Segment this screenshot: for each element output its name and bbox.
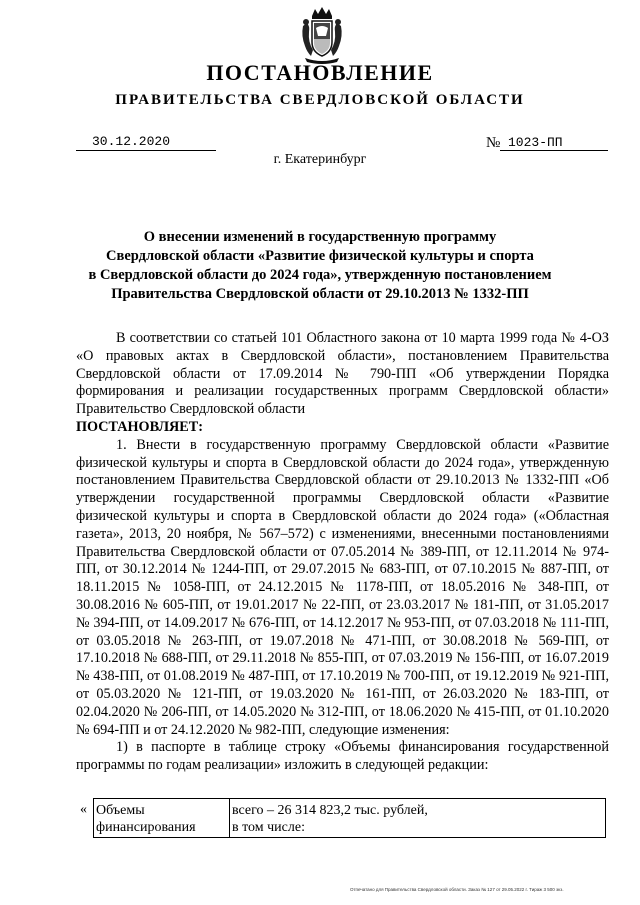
table-value-cell (229, 798, 606, 838)
item-1-paragraph: 1. Внести в государственную программу Свердловской области «Развитие физической культуры и спорта в Свердловской области до 2024 года», утвержденную постановлением Правительства Свердловской области от 29.10.2013 № 1332-ПП «Об утверждении государственной программы Свердловской области «Развитие физической культуры и спорта в Свердловской области до 2024 года» («Областная газета», 2013, 20 ноября, № 567–572) с изменениями, внесенными постановлениями Правительства Свердловской области от 07.05.2014 № 389-ПП, от 12.11.2014 № 974-ПП, от 30.12.2014 № 1244-ПП, от 29.07.2015 № 683-ПП, от 07.10.2015 № 887-ПП, от 18.11.2015 № 1058-ПП, от 24.12.2015 № 1178-ПП, от 18.05.2016 № 348-ПП, от 30.08.2016 № 605-ПП, от 19.01.2017 № 22-ПП, от 23.03.2017 № 181-ПП, от 31.05.2017 № 394-ПП, от 14.09.2017 № 676-ПП, от 14.12.2017 № 953-ПП, от 07.03.2018 № 111-ПП, от 03.05.2018 № 263-ПП, от 19.07.2018 № 471-ПП, от 30.08.2018 № 569-ПП, от 17.10.2018 № 688-ПП, от 29.11.2018 № 855-ПП, от 07.03.2019 № 156-ПП, от 16.07.2019 № 438-ПП, от 01.08.2019 № 487-ПП, от 17.10.2019 № 700-ПП, от 19.12.2019 № 921-ПП, от 05.03.2020 № 121-ПП, от 19.03.2020 № 161-ПП, от 26.03.2020 № 183-ПП, от 02.04.2020 № 206-ПП, от 14.05.2020 № 312-ПП, от 18.06.2020 № 415-ПП, от 01.10.2020 № 694-ПП и от 24.12.2020 № 982-ПП, следующие изменения: (76, 436, 609, 738)
document-title: ПОСТАНОВЛЕНИЕ (206, 60, 434, 85)
document-city: г. Екатеринбург (273, 152, 367, 167)
heading-line: Правительства Свердловской области от 29.10.2013 № 1332-ПП (111, 286, 529, 302)
document-body (76, 330, 609, 775)
coat-of-arms-icon (299, 6, 345, 64)
document-heading (60, 228, 580, 304)
document-subtitle: ПРАВИТЕЛЬСТВА СВЕРДЛОВСКОЙ ОБЛАСТИ (115, 92, 525, 108)
preamble-paragraph: В соответствии со статьей 101 Областного закона от 10 марта 1999 года № 4-ОЗ «О правовых актах в Свердловской области», постановлением Правительства Свердловской области от 17.09.2014 № 790-ПП «Об утверждении Порядка формирования и реализации государственных программ Свердловской области» Правительство Свердловской области (76, 330, 609, 418)
document-date: 30.12.2020 (92, 134, 171, 149)
financing-table (76, 798, 606, 840)
table-open-quote: « (80, 802, 87, 817)
resolves-keyword: ПОСТАНОВЛЯЕТ: (76, 418, 203, 435)
document-number: 1023-ПП (508, 135, 563, 150)
heading-line: Свердловской области «Развитие физической культуры и спорта (106, 248, 534, 264)
subitem-1-paragraph: 1) в паспорте в таблице строку «Объемы финансирования государственной программы по годам реализации» изложить в следующей редакции: (76, 739, 609, 774)
date-underline (76, 150, 216, 151)
table-value-line: в том числе: (232, 820, 305, 835)
table-value-line: всего – 26 314 823,2 тыс. рублей, (232, 803, 428, 818)
number-underline (500, 150, 608, 151)
heading-line: О внесении изменений в государственную программу (143, 229, 497, 245)
table-label-cell: Объемы финансирования (93, 798, 230, 838)
document-number-label: № (486, 135, 501, 151)
heading-line: в Свердловской области до 2024 года», утвержденную постановлением (88, 267, 552, 283)
print-footer-note: Отпечатано для Правительства Свердловской области. Заказ № 127 от 29.05.2022 г. Тираж 3 500 экз. (350, 887, 564, 892)
